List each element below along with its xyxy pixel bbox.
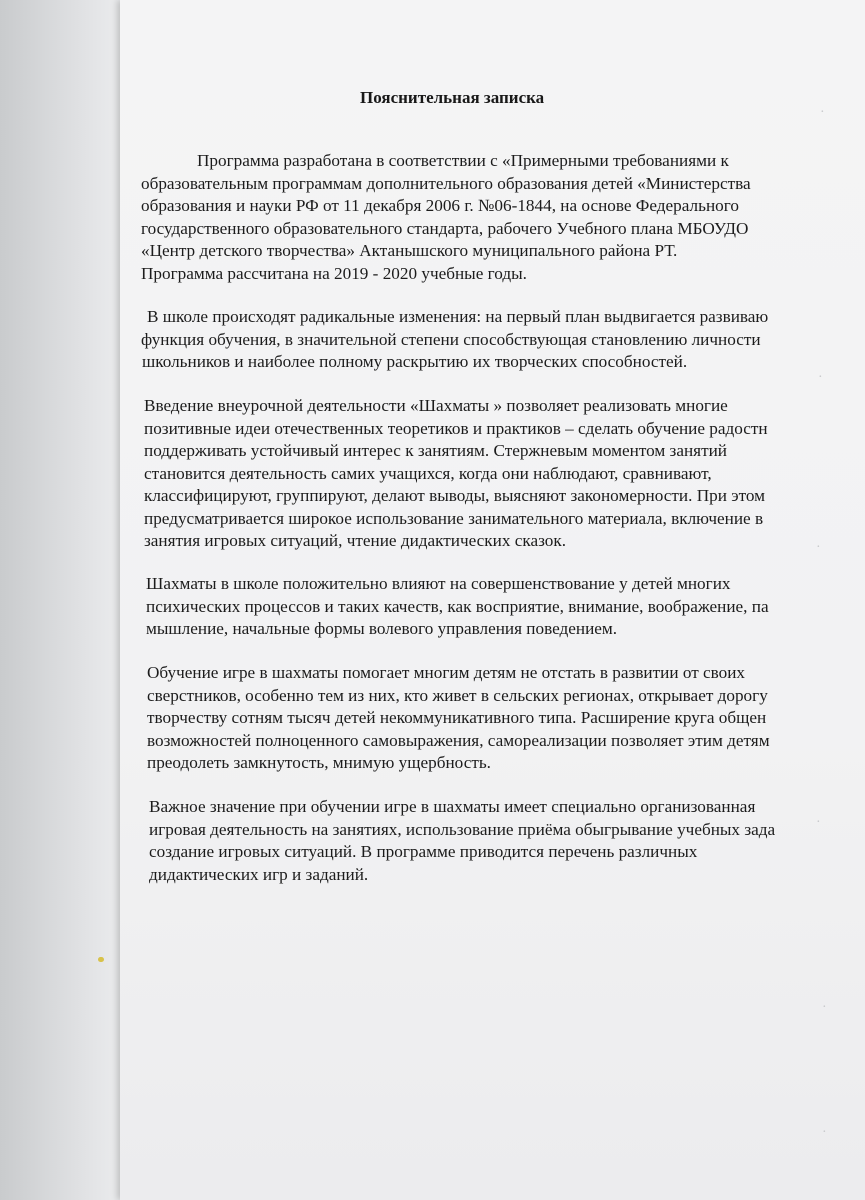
bleed-through-mark: ·	[820, 105, 825, 120]
scan-speck	[98, 957, 104, 962]
document-title: Пояснительная записка	[360, 88, 545, 107]
text-line: предусматривается широкое использование занимательного материала, включение в	[144, 508, 764, 528]
bleed-through-mark: ·	[816, 815, 821, 830]
text-line: игровая деятельность на занятиях, использование приёма обыгрывание учебных зада	[149, 819, 776, 839]
text-line: функция обучения, в значительной степени способствующая становлению личности	[141, 329, 761, 349]
text-line: занятия игровых ситуаций, чтение дидактических сказок.	[144, 531, 567, 550]
paragraph-program-basis	[140, 150, 865, 285]
text-line: возможностей полноценного самовыражения, самореализации позволяет этим детям	[147, 730, 770, 750]
paragraph-chess-activity	[140, 395, 865, 553]
bleed-through-mark: ·	[818, 370, 823, 385]
text-line: создание игровых ситуаций. В программе приводится перечень различных	[149, 842, 698, 861]
text-line: Важное значение при обучении игре в шахматы имеет специально организованная	[149, 797, 756, 816]
scan-background-edge	[0, 0, 135, 1200]
paragraph-chess-influence	[140, 573, 865, 641]
text-line: дидактических игр и заданий.	[149, 864, 369, 884]
text-line: становится деятельность самих учащихся, когда они наблюдают, сравнивают,	[144, 463, 712, 483]
text-line: «Центр детского творчества» Актанышского муниципального района РТ.	[141, 241, 678, 260]
text-line: Введение внеурочной деятельности «Шахматы » позволяет реализовать многие	[144, 396, 728, 415]
paragraph-chess-training	[140, 662, 865, 775]
bleed-through-mark: ·	[816, 540, 821, 555]
text-line: В школе происходят радикальные изменения: на первый план выдвигается развиваю	[147, 307, 769, 326]
text-line: мышление, начальные формы волевого управления поведением.	[146, 619, 618, 638]
text-line: позитивные идеи отечественных теоретиков и практиков – сделать обучение радостн	[144, 418, 768, 438]
text-line: государственного образовательного стандарта, рабочего Учебного плана МБОУДО	[141, 218, 749, 238]
text-line: Программа рассчитана на 2019 - 2020 учебные годы.	[141, 263, 527, 283]
text-line: психических процессов и таких качеств, как восприятие, внимание, воображение, па	[146, 596, 769, 616]
text-line: Обучение игре в шахматы помогает многим детям не отстать в развитии от своих	[147, 663, 746, 682]
text-line: Шахматы в школе положительно влияют на совершенствование у детей многих	[146, 574, 731, 593]
text-line: образовательным программам дополнительного образования детей «Министерства	[141, 173, 751, 193]
paragraph-game-activity	[140, 796, 865, 886]
text-line: классифицируют, группируют, делают выводы, выясняют закономерности. При этом	[144, 486, 765, 505]
text-line: сверстников, особенно тем из них, кто живет в сельских регионах, открывает дорогу	[147, 685, 768, 705]
text-line: школьников и наиболее полному раскрытию их творческих способностей.	[142, 352, 688, 371]
bleed-through-mark: ·	[822, 1000, 827, 1015]
text-line: творчеству сотням тысяч детей некоммуникативного типа. Расширение круга общен	[147, 708, 767, 727]
text-line: Программа разработана в соответствии с «Примерными требованиями к	[197, 151, 729, 170]
text-line: преодолеть замкнутость, мнимую ущербность.	[147, 753, 491, 772]
text-line: поддерживать устойчивый интерес к занятиям. Стержневым моментом занятий	[144, 441, 727, 460]
bleed-through-mark: ·	[822, 1125, 827, 1140]
paragraph-school-changes	[140, 306, 865, 374]
text-line: образования и науки РФ от 11 декабря 2006 г. №06-1844, на основе Федерального	[141, 196, 739, 215]
